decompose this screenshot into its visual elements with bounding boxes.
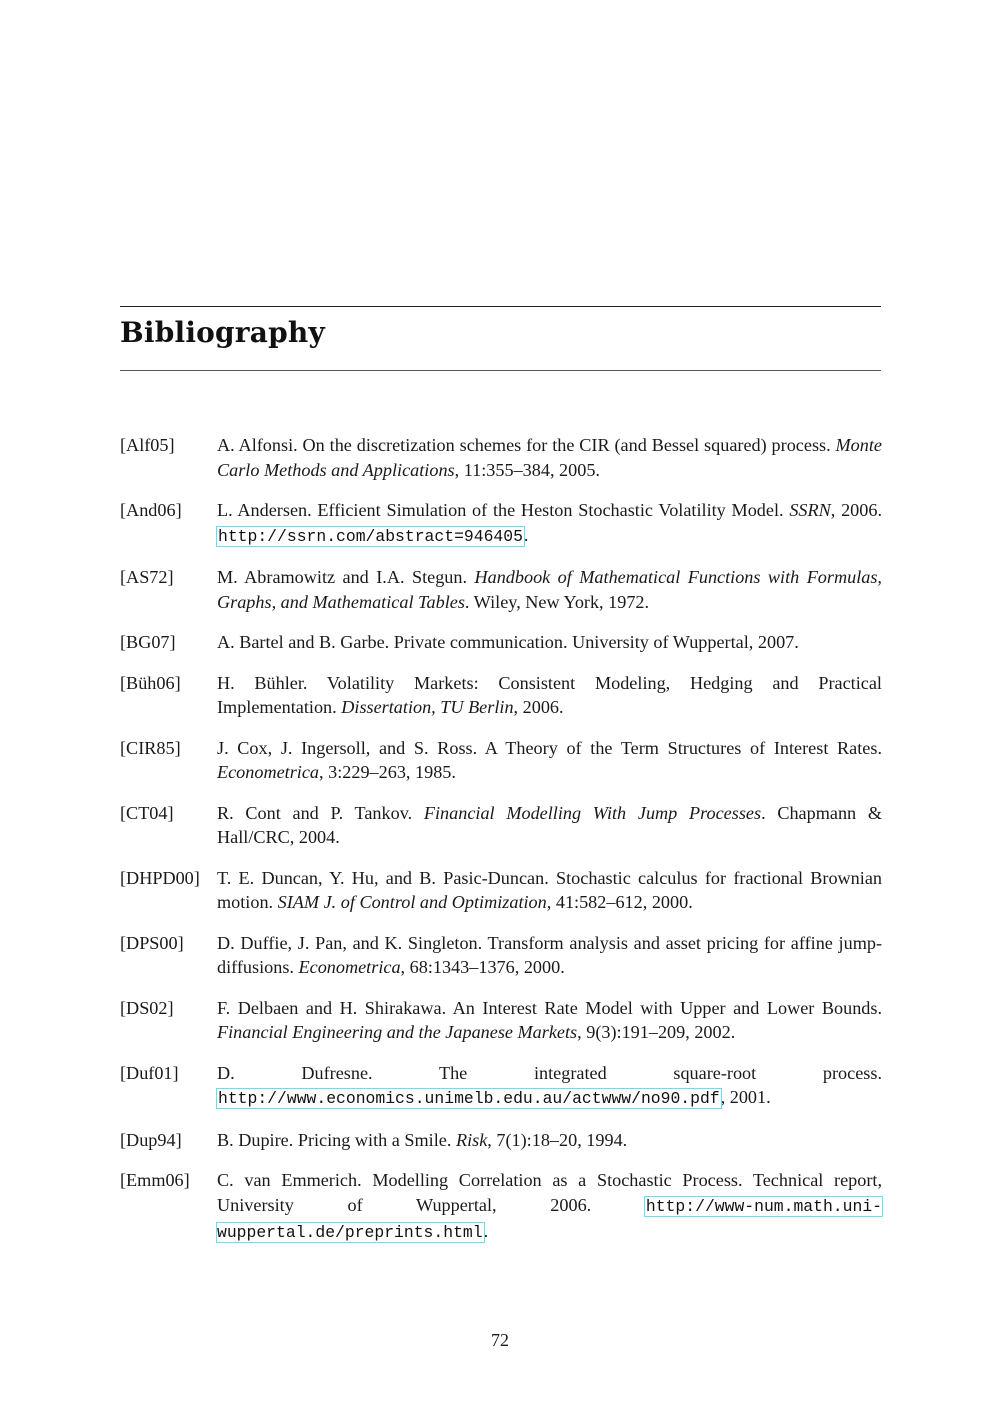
bib-entry [120,433,882,482]
bib-entry-text: . Wiley, New York, 1972. [464,591,650,612]
bib-entry-text: C. van Emmerich. Modelling Correlation as a Stochastic Process. Technical report, University of Wuppertal, 2006. [217,1170,882,1215]
bib-entry-italic-text: SSRN [789,500,831,520]
bib-entry-link[interactable]: http://www-num.math.uni-wuppertal.de/preprints.html [217,1196,882,1242]
bib-entry-italic-text: SIAM J. of Control and Optimization [277,892,547,912]
bib-entry [120,801,882,850]
bib-entry-text: R. Cont and P. Tankov. [217,802,424,823]
bib-entry-text: . [523,524,529,545]
bib-entry-text: , 2006. [513,697,564,717]
bibliography-list [120,433,882,1262]
bib-entry-key: [Duf01] [120,1062,179,1083]
bib-entry-text: A. Alfonsi. On the discretization schemes for the CIR (and Bessel squared) process. [217,435,836,455]
bib-entry [120,630,882,655]
chapter-top-rule [120,306,881,307]
bib-entry-key: [And06] [120,500,182,520]
bib-entry-key: [Emm06] [120,1170,190,1190]
bib-entry-body [217,1168,882,1246]
bib-entry-key: [DHPD00] [120,867,200,888]
bib-entry-key: [Alf05] [120,435,175,455]
bib-entry-body [217,996,882,1045]
bib-entry-text: , 2006. [830,500,882,520]
bib-entry-italic-text: Risk [455,1129,488,1150]
bib-entry-text: . Chapmann & Hall/CRC, 2004. [217,802,882,847]
bib-entry-italic-text: Econometrica [298,957,401,977]
chapter-bottom-rule [120,370,881,371]
page-number: 72 [491,1330,509,1350]
bib-entry-text: T. E. Duncan, Y. Hu, and B. Pasic-Duncan. Stochastic calculus for fractional Brownian motion. [217,867,882,912]
bib-entry-body [217,1061,882,1112]
bib-entry-text: L. Andersen. Efficient Simulation of the Heston Stochastic Volatility Model. [217,500,790,520]
bib-entry-italic-text: Monte Carlo Methods and Applications [217,435,882,480]
bib-entry-key: [Dup94] [120,1129,182,1150]
bib-entry-key: [DPS00] [120,932,184,953]
bib-entry-key: [Büh06] [120,672,181,693]
bib-entry-key: [AS72] [120,567,174,587]
bib-entry [120,866,882,915]
bib-entry-text: . [483,1221,489,1241]
bib-entry-body [217,498,882,549]
bib-entry [120,1061,882,1112]
bib-entry-text: , 41:582–612, 2000. [546,892,693,912]
bib-entry-text: , 3:229–263, 1985. [319,762,456,782]
bib-entry-text: , 7(1):18–20, 1994. [487,1129,628,1150]
bib-entry-link[interactable]: http://www.economics.unimelb.edu.au/actwww/no90.pdf [218,1089,720,1108]
bib-entry-body [217,565,882,614]
bib-entry [120,1128,882,1153]
bib-entry-text: H. Bühler. Volatility Markets: Consistent Modeling, Hedging and Practical Implementation. [217,672,882,717]
bib-entry-text: A. Bartel and B. Garbe. Private communication. University of Wuppertal, 2007. [217,632,799,652]
bib-entry-body [217,866,882,915]
bib-entry-body [217,1128,882,1153]
bib-entry [120,1168,882,1246]
bib-entry-text: , 11:355–384, 2005. [454,459,600,480]
bib-entry-key: [CIR85] [120,737,181,758]
bib-entry [120,996,882,1045]
bib-entry-body [217,736,882,785]
bib-entry-body [217,433,882,482]
bib-entry-text: D. Duffie, J. Pan, and K. Singleton. Transform analysis and asset pricing for affine jump-diffusions. [217,932,882,977]
bib-entry [120,931,882,980]
bib-entry [120,498,882,549]
bib-entry [120,671,882,720]
bib-entry-body [217,630,882,655]
bib-entry-text: , 68:1343–1376, 2000. [400,957,565,977]
bib-entry-italic-text: Handbook of Mathematical Functions with Formulas, Graphs, and Mathematical Tables [217,567,882,612]
chapter-title: Bibliography [120,316,325,349]
bib-entry-key: [DS02] [120,997,174,1018]
bib-entry-body [217,931,882,980]
bib-entry-key: [CT04] [120,802,174,823]
bib-entry [120,565,882,614]
bib-entry-text: M. Abramowitz and I.A. Stegun. [217,567,475,587]
bib-entry-italic-text: Econometrica [217,762,320,782]
bib-entry-text: F. Delbaen and H. Shirakawa. An Interest Rate Model with Upper and Lower Bounds. [217,997,882,1018]
bib-entry-text: , 9(3):191–209, 2002. [577,1022,736,1042]
bib-entry-text: B. Dupire. Pricing with a Smile. [217,1129,456,1150]
bib-entry-key: [BG07] [120,632,176,652]
bib-entry-text: D. Dufresne. The integrated square-root process. [217,1062,882,1083]
bib-entry [120,736,882,785]
bib-entry-link[interactable]: http://ssrn.com/abstract=946405 [218,526,523,546]
bib-entry-italic-text: Financial Modelling With Jump Processes [423,802,762,823]
bib-entry-body [217,801,882,850]
bib-entry-text: , 2001. [720,1087,771,1107]
bib-entry-italic-text: Financial Engineering and the Japanese Markets [217,1022,578,1042]
bib-entry-text: J. Cox, J. Ingersoll, and S. Ross. A Theory of the Term Structures of Interest Rates. [217,737,882,758]
bib-entry-italic-text: Dissertation, TU Berlin [341,697,514,717]
bib-entry-body [217,671,882,720]
